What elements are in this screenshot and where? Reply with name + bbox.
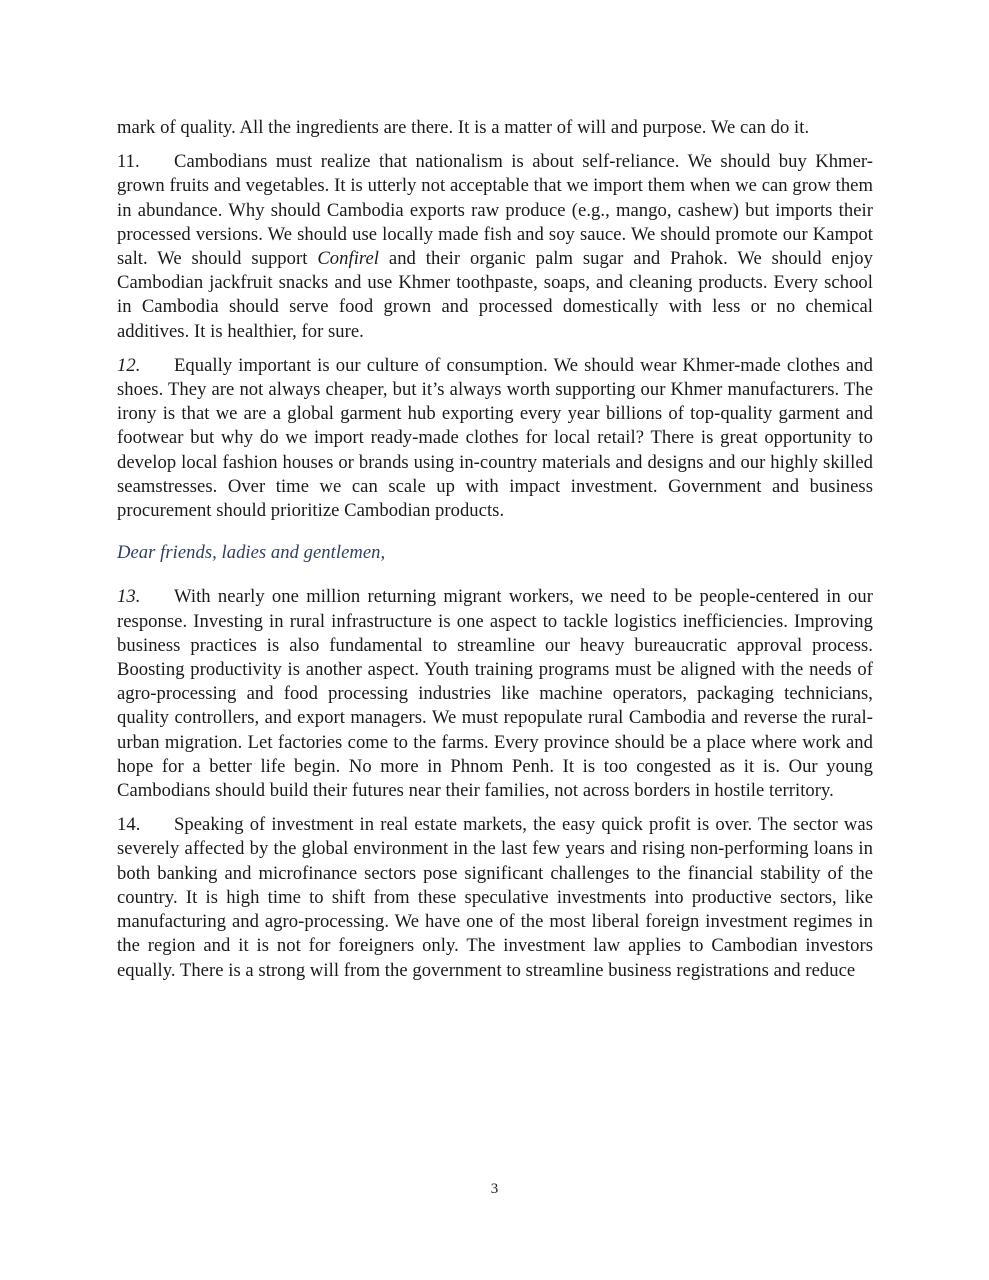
paragraph-number: 13. [117, 586, 141, 608]
paragraph-13 [117, 585, 873, 803]
paragraph-text: Equally important is our culture of consumption. We should wear Khmer-made clothes and shoes. They are not always cheaper, but it’s always worth supporting our Khmer manufacturers. The irony is that we are a global garment hub exporting every year billions of top-quality garment and footwear but why do we import ready-made clothes for local retail? There is great opportunity to develop local fashion houses or brands using in-country materials and designs and our highly skilled seamstresses. Over time we can scale up with impact investment. Government and business procurement should prioritize Cambodian products. [117, 354, 873, 522]
document-page [117, 116, 873, 993]
continuation-paragraph: mark of quality. All the ingredients are there. It is a matter of will and purpose. We can do it. [117, 117, 810, 138]
paragraph-number: 14. [117, 814, 141, 836]
salutation: Dear friends, ladies and gentlemen, [117, 542, 386, 564]
paragraph-12 [117, 354, 873, 523]
page-number: 3 [490, 1181, 499, 1197]
paragraph-number: 11. [117, 151, 140, 173]
paragraph-14 [117, 813, 873, 982]
paragraph-text: Speaking of investment in real estate markets, the easy quick profit is over. The sector was severely affected by the global environment in the last few years and rising non-performing loans in both banking and microfinance sectors pose significant challenges to the financial stability of the country. It is high time to shift from these speculative investments into productive sectors, like manufacturing and agro-processing. We have one of the most liberal foreign investment regimes in the region and it is not for foreigners only. The investment law applies to Cambodian investors equally. There is a strong will from the government to streamline business registrations and reduce [117, 814, 873, 981]
italic-brand-name: Confirel [317, 248, 380, 270]
paragraph-text: With nearly one million returning migrant workers, we need to be people-centered in our response. Investing in rural infrastructure is one aspect to tackle logistics inefficiencies. Improving business practices is also fundamental to streamline our heavy bureaucratic approval process. Boosting productivity is another aspect. Youth training programs must be aligned with the needs of agro-processing and food processing industries like machine operators, packaging technicians, quality controllers, and export managers. We must repopulate rural Cambodia and reverse the rural-urban migration. Let factories come to the farms. Every province should be a place where work and hope for a better life begin. No more in Phnom Penh. It is too congested as it is. Our young Cambodians should build their futures near their families, not across borders in hostile territory. [117, 586, 873, 802]
paragraph-text: Cambodians must realize that nationalism is about self-reliance. We should buy Khmer-grown fruits and vegetables. It is utterly not acceptable that we import them when we can grow them in abundance. Why should Cambodia exports raw produce (e.g., mango, cashew) but imports their processed versions. We should use locally made fish and soy sauce. We should promote our Kampot salt. We should support [117, 151, 873, 270]
paragraph-number: 12. [117, 354, 141, 376]
paragraph-text: and their organic palm sugar and Prahok. We should enjoy Cambodian jackfruit snacks and use Khmer toothpaste, soaps, and cleaning products. Every school in Cambodia should serve food grown and processed domestically with less or no chemical additives. It is healthier, for sure. [117, 248, 873, 342]
paragraph-11 [117, 150, 873, 344]
